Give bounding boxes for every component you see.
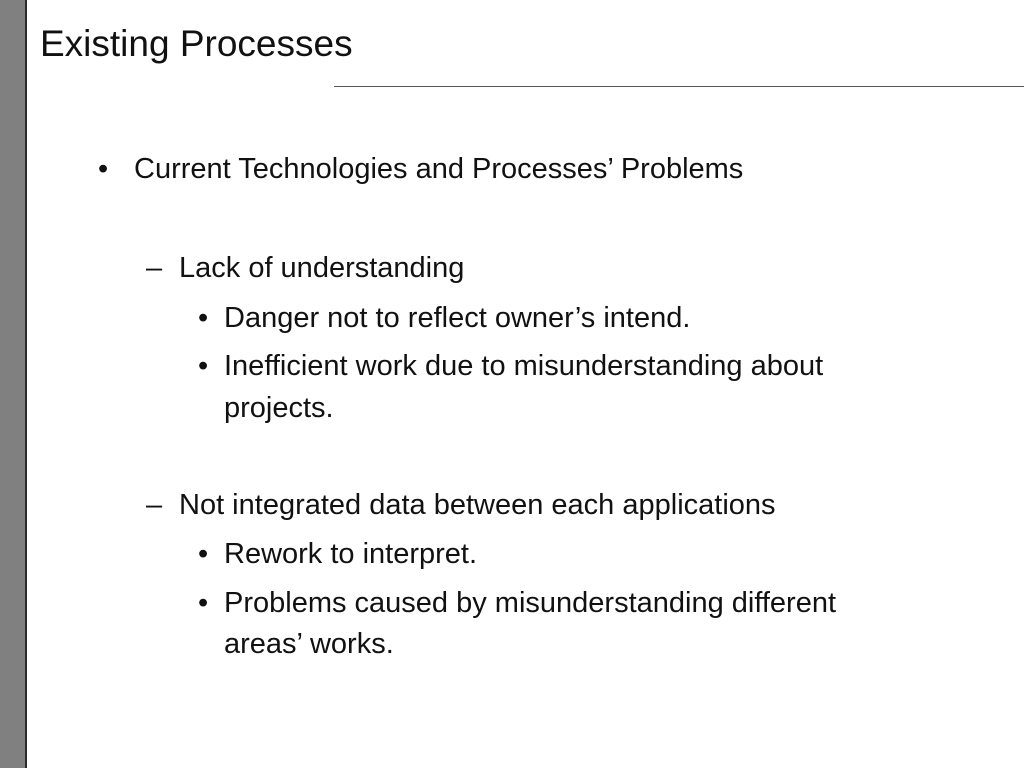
level2-dash-marker: – <box>146 252 163 284</box>
section1-item1: Danger not to reflect owner’s intend. <box>224 302 691 334</box>
slide-title: Existing Processes <box>40 23 353 64</box>
section1-item2-line1: Inefficient work due to misunderstanding about <box>224 350 824 382</box>
level1-bullet-marker: • <box>98 153 109 185</box>
main-bullet-text: Current Technologies and Processes’ Problems <box>134 153 744 185</box>
level2-dash-marker: – <box>146 489 163 521</box>
section2-item1: Rework to interpret. <box>224 538 478 570</box>
level3-bullet-marker: • <box>198 302 209 334</box>
section2-item2-line1: Problems caused by misunderstanding different <box>224 587 837 619</box>
section1-item2-line2: projects. <box>224 392 334 424</box>
section2-item2-line2: areas’ works. <box>224 628 394 660</box>
level3-bullet-marker: • <box>198 350 209 382</box>
level3-bullet-marker: • <box>198 538 209 570</box>
level3-bullet-marker: • <box>198 587 209 619</box>
section1-heading: Lack of understanding <box>179 252 465 284</box>
section2-heading: Not integrated data between each applications <box>179 489 776 521</box>
